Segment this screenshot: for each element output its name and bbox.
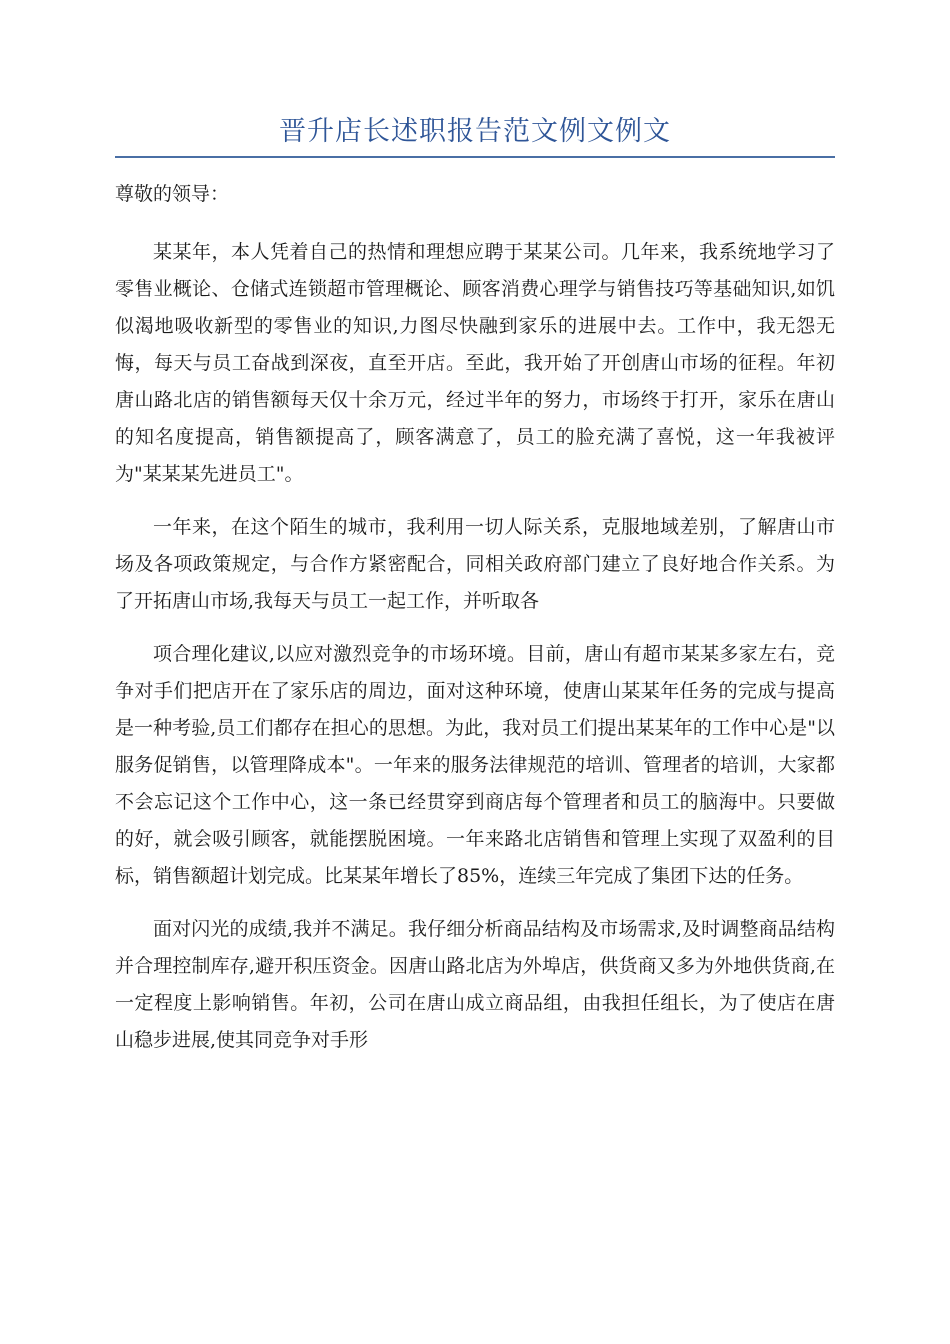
title-block xyxy=(115,108,835,158)
paragraph: 一年来，在这个陌生的城市，我利用一切人际关系，克服地域差别，了解唐山市场及各项政策规定，与合作方紧密配合，同相关政府部门建立了良好地合作关系。为了开拓唐山市场,我每天与员工一起工作，并听取各 xyxy=(115,516,835,612)
document-body xyxy=(115,176,835,1075)
paragraph: 某某年，本人凭着自己的热情和理想应聘于某某公司。几年来，我系统地学习了零售业概论、仓储式连锁超市管理概论、顾客消费心理学与销售技巧等基础知识,如饥似渴地吸收新型的零售业的知识,力图尽快融到家乐的进展中去。工作中，我无怨无悔，每天与员工奋战到深夜，直至开店。至此，我开始了开创唐山市场的征程。年初唐山路北店的销售额每天仅十余万元，经过半年的努力，市场终于打开，家乐在唐山的知名度提高，销售额提高了，顾客满意了，员工的脸充满了喜悦，这一年我被评为"某某某先进员工"。 xyxy=(115,241,835,485)
paragraph: 面对闪光的成绩,我并不满足。我仔细分析商品结构及市场需求,及时调整商品结构并合理控制库存,避开积压资金。因唐山路北店为外埠店，供货商又多为外地供货商,在一定程度上影响销售。年初，公司在唐山成立商品组，由我担任组长，为了使店在唐山稳步进展,使其同竞争对手形 xyxy=(115,918,835,1051)
paragraph: 项合理化建议,以应对激烈竞争的市场环境。目前，唐山有超市某某多家左右，竞争对手们把店开在了家乐店的周边，面对这种环境，使唐山某某年任务的完成与提高是一种考验,员工们都存在担心的思想。为此，我对员工们提出某某年的工作中心是"以服务促销售，以管理降成本"。一年来的服务法律规范的培训、管理者的培训，大家都不会忘记这个工作中心，这一条已经贯穿到商店每个管理者和员工的脑海中。只要做的好，就会吸引顾客，就能摆脱困境。一年来路北店销售和管理上实现了双盈利的目标，销售额超计划完成。比某某年增长了85%，连续三年完成了集团下达的任务。 xyxy=(115,643,835,887)
salutation: 尊敬的领导： xyxy=(115,183,230,205)
page-title: 晋升店长述职报告范文例文例文 xyxy=(279,116,671,147)
